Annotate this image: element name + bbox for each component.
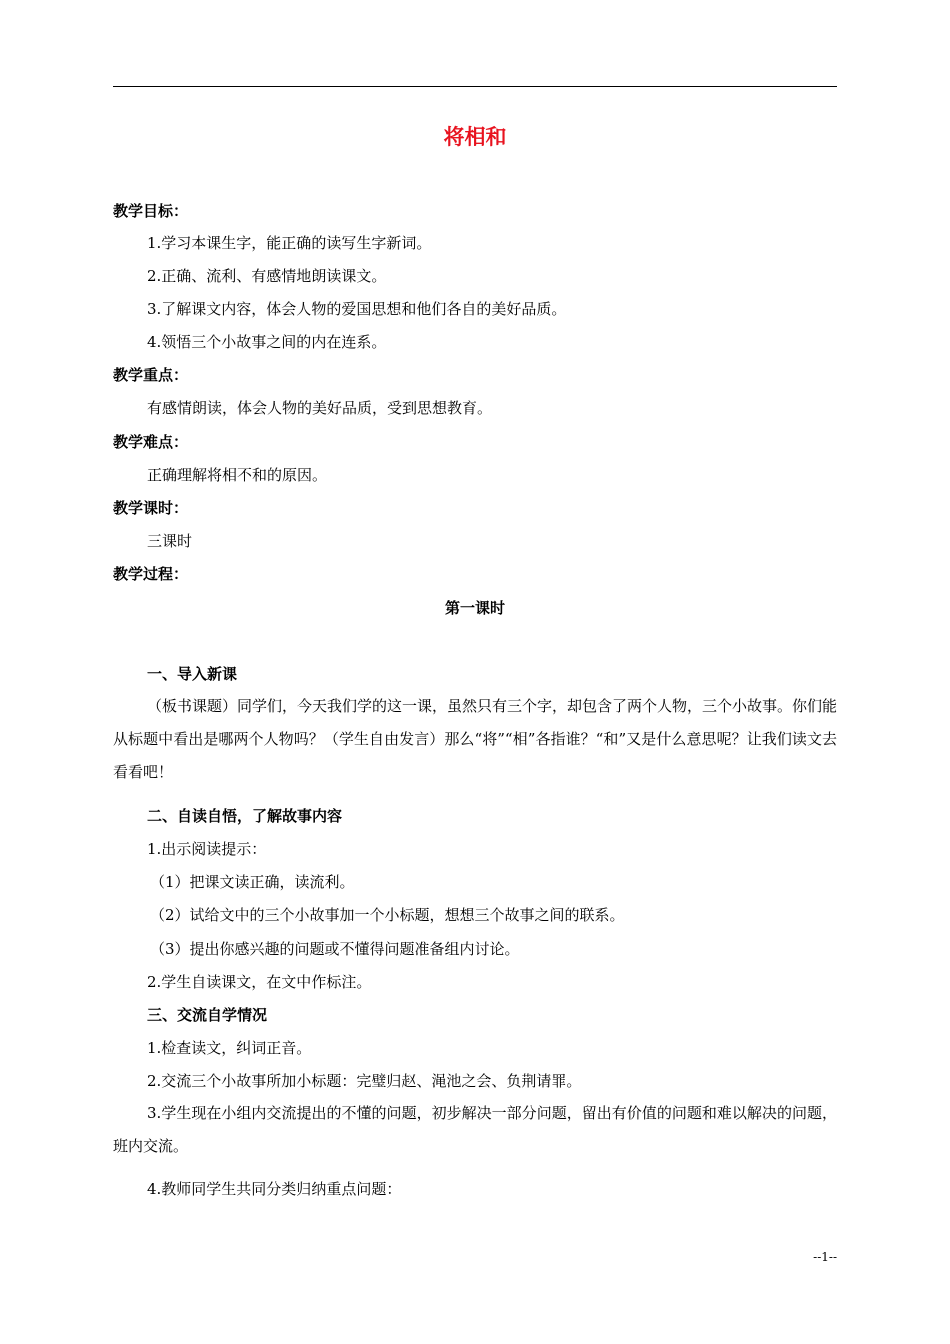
focus-heading: 教学重点： xyxy=(113,366,189,384)
section2-heading: 二、自读自悟，了解故事内容 xyxy=(147,807,343,825)
header-rule xyxy=(113,86,837,87)
focus-text: 有感情朗读，体会人物的美好品质，受到思想教育。 xyxy=(147,399,493,417)
section2-item: 2.学生自读课文，在文中作标注。 xyxy=(147,973,372,991)
section1-heading: 一、导入新课 xyxy=(147,665,238,683)
goal-item: 3.了解课文内容，体会人物的爱国思想和他们各自的美好品质。 xyxy=(147,300,567,318)
section2-subitem: （3）提出你感兴趣的问题或不懂得问题准备组内讨论。 xyxy=(150,940,520,958)
document-title: 将相和 xyxy=(443,125,507,149)
section3-heading: 三、交流自学情况 xyxy=(147,1006,268,1024)
hours-heading: 教学课时： xyxy=(113,499,189,517)
process-heading: 教学过程： xyxy=(113,565,189,583)
goal-item: 1.学习本课生字，能正确的读写生字新词。 xyxy=(147,234,432,252)
section3-item: 2.交流三个小故事所加小标题：完璧归赵、渑池之会、负荆请罪。 xyxy=(147,1072,582,1090)
section1-paragraph: （板书课题）同学们，今天我们学的这一课，虽然只有三个字，却包含了两个人物，三个小故事。你们能从标题中看出是哪两个人物吗？（学生自由发言）那么“将”“相”各指谁？“和”又是什么意思呢？让我们读文去看看吧！ xyxy=(113,697,838,781)
difficulty-text: 正确理解将相不和的原因。 xyxy=(147,466,328,484)
goal-item: 2.正确、流利、有感情地朗读课文。 xyxy=(147,267,387,285)
section2-subitem: （2）试给文中的三个小故事加一个小标题，想想三个故事之间的联系。 xyxy=(150,906,625,924)
page-number: --1-- xyxy=(813,1250,837,1264)
goal-item: 4.领悟三个小故事之间的内在连系。 xyxy=(147,333,387,351)
goals-heading: 教学目标： xyxy=(113,202,189,220)
difficulty-heading: 教学难点： xyxy=(113,433,189,451)
section3-item: 1.检查读文，纠词正音。 xyxy=(147,1039,312,1057)
section3-item: 3.学生现在小组内交流提出的不懂的问题，初步解决一部分问题，留出有价值的问题和难以解决的问题，班内交流。 xyxy=(113,1104,837,1155)
section2-subitem: （1）把课文读正确，读流利。 xyxy=(150,873,355,891)
section2-item: 1.出示阅读提示： xyxy=(147,840,267,858)
hours-text: 三课时 xyxy=(147,532,193,550)
lesson-title: 第一课时 xyxy=(444,599,505,617)
section3-item: 4.教师同学生共同分类归纳重点问题： xyxy=(147,1180,402,1198)
